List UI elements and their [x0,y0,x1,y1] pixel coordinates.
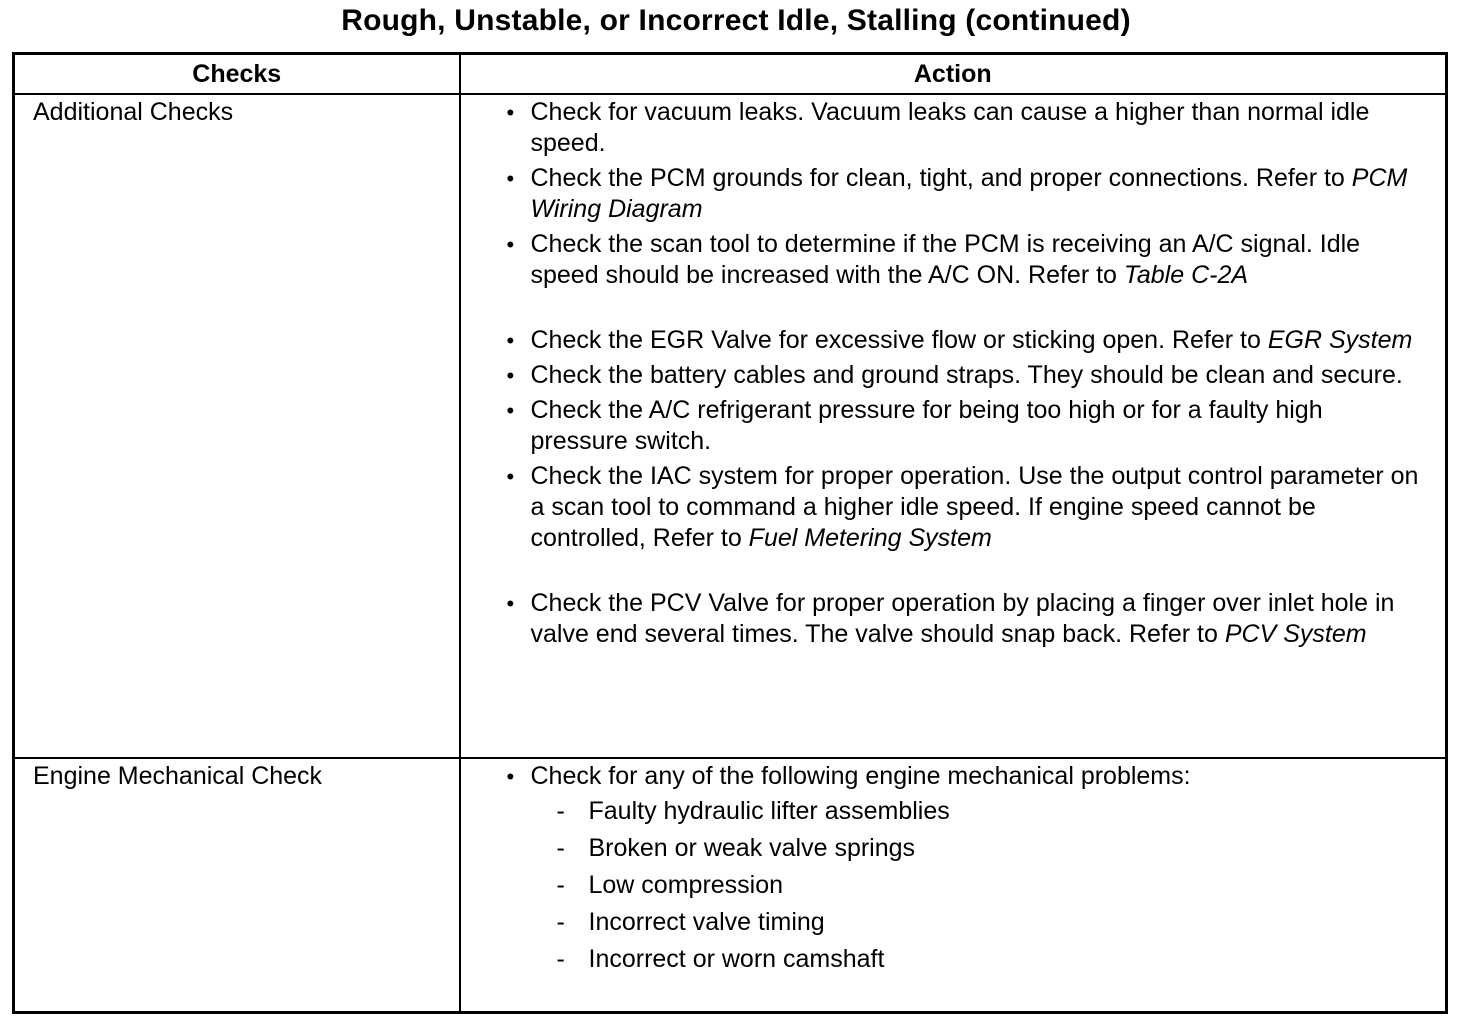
action-text: Check the EGR Valve for excessive flow or sticking open. Refer to [530,326,1268,354]
reference-link: EGR System [1267,326,1413,354]
sub-item: - Low compression [531,870,1426,901]
header-action: Action [460,54,1447,95]
action-list [501,761,1426,975]
sub-item: - Faulty hydraulic lifter assemblies [531,796,1426,827]
page-title: Rough, Unstable, or Incorrect Idle, Stalling (continued) [341,4,1131,37]
reference-link: PCV System [1224,620,1367,648]
checks-table [12,52,1448,1014]
sub-item: - Incorrect or worn camshaft [531,944,1426,975]
check-name-engine-mechanical: Engine Mechanical Check [14,758,460,1013]
action-item [501,395,1426,457]
table-row [14,758,1447,1013]
action-text: Check the PCM grounds for clean, tight, and proper connections. Refer to [530,164,1352,192]
table-row [14,94,1447,758]
action-item [501,229,1426,291]
action-item [501,325,1426,356]
sub-item-list [531,796,1426,975]
sub-item: - Broken or weak valve springs [531,833,1426,864]
action-text: Check the A/C refrigerant pressure for being too high or for a faulty high pressure switch. [530,396,1323,455]
action-cell-additional [460,94,1447,758]
reference-link: PCM Wiring Diagram [530,164,1408,223]
action-item [501,761,1426,975]
action-item [501,163,1426,225]
action-text: Check the PCV Valve for proper operation by placing a finger over inlet hole in valve end several times. The valve should snap back. Refer to [530,589,1395,648]
check-name-additional: Additional Checks [14,94,460,758]
action-item [501,360,1426,391]
action-item [501,97,1426,159]
action-text: Check the battery cables and ground straps. They should be clean and secure. [530,361,1403,389]
reference-link: Fuel Metering System [748,524,992,552]
action-item [501,588,1426,650]
action-text: Check the scan tool to determine if the PCM is receiving an A/C signal. Idle speed should be increased with the A/C ON. Refer to [530,230,1361,289]
table-header-row [14,54,1447,95]
sub-item: - Incorrect valve timing [531,907,1426,938]
action-cell-engine-mechanical [460,758,1447,1013]
action-list [501,97,1426,650]
header-checks: Checks [14,54,460,95]
action-text: Check for vacuum leaks. Vacuum leaks can cause a higher than normal idle speed. [530,98,1370,157]
reference-link: Table C-2A [1123,261,1249,289]
action-text: Check the IAC system for proper operation. Use the output control parameter on a scan tool to command a higher idle speed. If engine speed cannot be controlled, Refer to [530,462,1419,552]
action-text: Check for any of the following engine mechanical problems: [530,762,1191,790]
action-item [501,461,1426,554]
